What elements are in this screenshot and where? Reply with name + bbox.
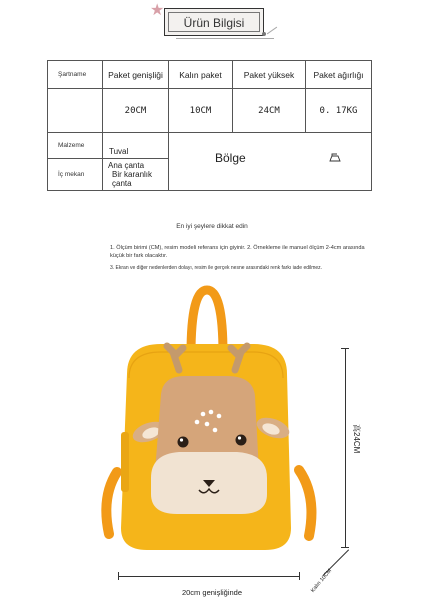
table-row	[48, 61, 372, 89]
width-label: 20cm genişliğinde	[181, 588, 243, 597]
decorative-line	[267, 27, 277, 35]
material-value: Tuval	[103, 133, 169, 159]
col-height: Paket yüksek	[233, 61, 306, 89]
height-dimension-line	[345, 348, 346, 548]
value-width: 20CM	[103, 89, 169, 133]
dimension-cap	[299, 572, 300, 580]
iron-care-icon	[329, 153, 341, 163]
col-width: Paket genişliği	[103, 61, 169, 89]
pocket-line2: Bir karanlık çanta	[112, 170, 153, 188]
backpack-illustration	[95, 282, 325, 568]
notice-note-2: 3. Ekran ve diğer nedenlerden dolayı, resim ile gerçek nesne arasındaki renk farkı iade edilmez.	[110, 265, 323, 271]
region-label: Bölge	[215, 151, 246, 165]
spec-table	[47, 60, 372, 191]
notice-title: En iyi şeylere dikkat edin	[176, 223, 248, 230]
decorative-dot	[262, 32, 266, 36]
value-thickness: 10CM	[169, 89, 233, 133]
page-title: Ürün Bilgisi	[183, 16, 245, 30]
value-weight: 0. 17KG	[306, 89, 372, 133]
value-height: 24CM	[233, 89, 306, 133]
width-dimension-line	[118, 576, 300, 577]
depth-label: Kalın 10CM	[310, 567, 334, 594]
product-info-title-box	[164, 8, 264, 36]
decorative-line	[176, 38, 274, 39]
notice-note-1: 1. Ölçüm birimi (CM), resim modeli referans için giyinir. 2. Örnekleme ile manuel ölçüm 2-4cm arasında küçük bir fark olacaktır.	[110, 245, 365, 259]
material-label: Malzeme	[48, 133, 103, 159]
star-icon: ★	[150, 2, 165, 19]
pocket-label: İç mekan	[48, 159, 103, 191]
col-weight: Paket ağırlığı	[306, 61, 372, 89]
spec-label: Şartname	[48, 61, 103, 89]
height-label: 高24CM	[352, 424, 361, 454]
pocket-value	[103, 159, 169, 191]
pocket-line1: Ana çanta	[108, 161, 145, 170]
col-thickness: Kalın paket	[169, 61, 233, 89]
dimension-cap	[118, 572, 119, 580]
dimension-cap	[341, 348, 349, 349]
table-row	[48, 133, 372, 159]
region-cell	[169, 133, 372, 191]
empty-cell	[48, 89, 103, 133]
dimension-cap	[341, 547, 349, 548]
table-row	[48, 89, 372, 133]
